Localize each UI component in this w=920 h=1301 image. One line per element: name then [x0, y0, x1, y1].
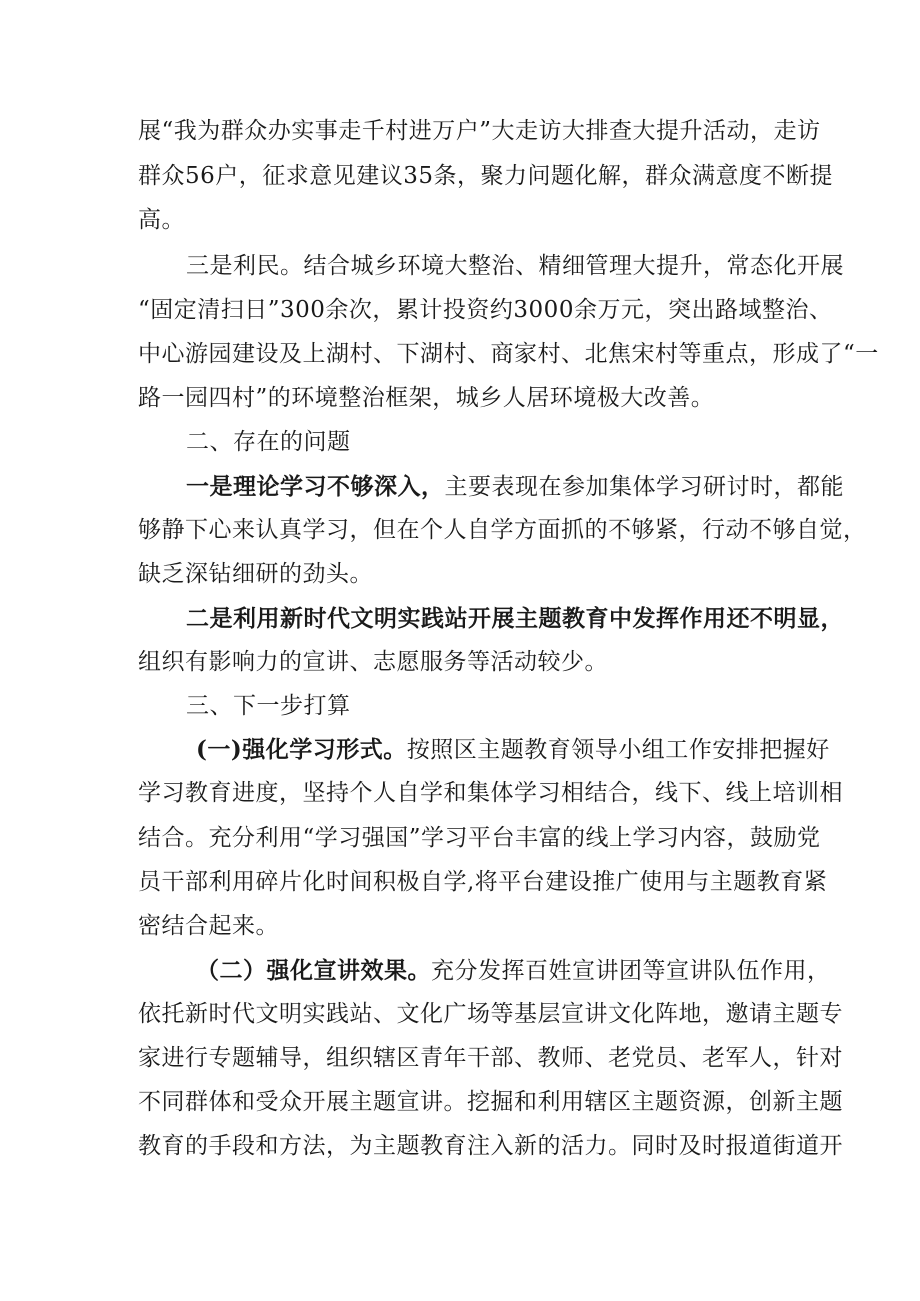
body-line: “固定清扫日”300余次，累计投资约3000余万元，突出路域整治、	[138, 297, 833, 323]
body-line: 中心游园建设及上湖村、下湖村、商家村、北焦宋村等重点，形成了“一	[138, 341, 879, 367]
body-line: 不同群体和受众开展主题宣讲。挖掘和利用辖区主题资源，创新主题	[138, 1089, 843, 1115]
body-line: 依托新时代文明实践站、文化广场等基层宣讲文化阵地，邀请主题专	[138, 1001, 843, 1027]
paragraph-first-line	[186, 605, 844, 634]
paragraph-first-line: 一是理论学习不够深入，主要表现在参加集体学习研讨时，都能	[186, 473, 844, 500]
body-line: 密结合起来。	[138, 913, 279, 939]
body-line: 高。	[138, 207, 185, 233]
body-line: 家进行专题辅导，组织辖区青年干部、教师、老党员、老军人，针对	[138, 1045, 843, 1071]
body-line: 组织有影响力的宣讲、志愿服务等活动较少。	[138, 649, 608, 675]
section-heading: 二、存在的问题	[186, 429, 351, 455]
body-line: 教育的手段和方法，为主题教育注入新的活力。同时及时报道街道开	[138, 1133, 843, 1159]
body-line: 展“我为群众办实事走千村进万户”大走访大排查大提升活动，走访	[138, 118, 821, 144]
bold-lead: 一是理论学习不够深入，	[186, 473, 445, 500]
body-line: 够静下心来认真学习，但在个人自学方面抓的不够紧，行动不够自觉，	[138, 517, 867, 543]
body-line: 群众56户，征求意见建议35条，聚力问题化解，群众满意度不断提	[138, 163, 834, 189]
bold-lead: （二）强化宣讲效果。	[196, 957, 431, 984]
paragraph-first-line: (一)强化学习形式。按照区主题教育领导小组工作安排把握好	[196, 736, 830, 763]
body-line: 员干部利用碎片化时间积极自学,将平台建设推广使用与主题教育紧	[138, 869, 828, 895]
paragraph-first-line: （二）强化宣讲效果。充分发挥百姓宣讲团等宣讲队伍作用，	[196, 957, 831, 984]
bold-lead: (一)强化学习形式。	[196, 736, 407, 763]
paragraph-first-line: 三是利民。结合城乡环境大整治、精细管理大提升，常态化开展	[186, 253, 844, 279]
body-line: 路一园四村”的环境整治框架，城乡人居环境极大改善。	[138, 385, 715, 411]
body-line: 缺乏深钻细研的劲头。	[138, 561, 373, 587]
body-line: 学习教育进度，坚持个人自学和集体学习相结合，线下、线上培训相	[138, 780, 843, 806]
body-line: 结合。充分利用“学习强国”学习平台丰富的线上学习内容，鼓励党	[138, 825, 821, 851]
bold-lead: 二是利用新时代文明实践站开展主题教育中发挥作用还不明显，	[186, 605, 844, 632]
section-heading: 三、下一步打算	[186, 693, 351, 719]
